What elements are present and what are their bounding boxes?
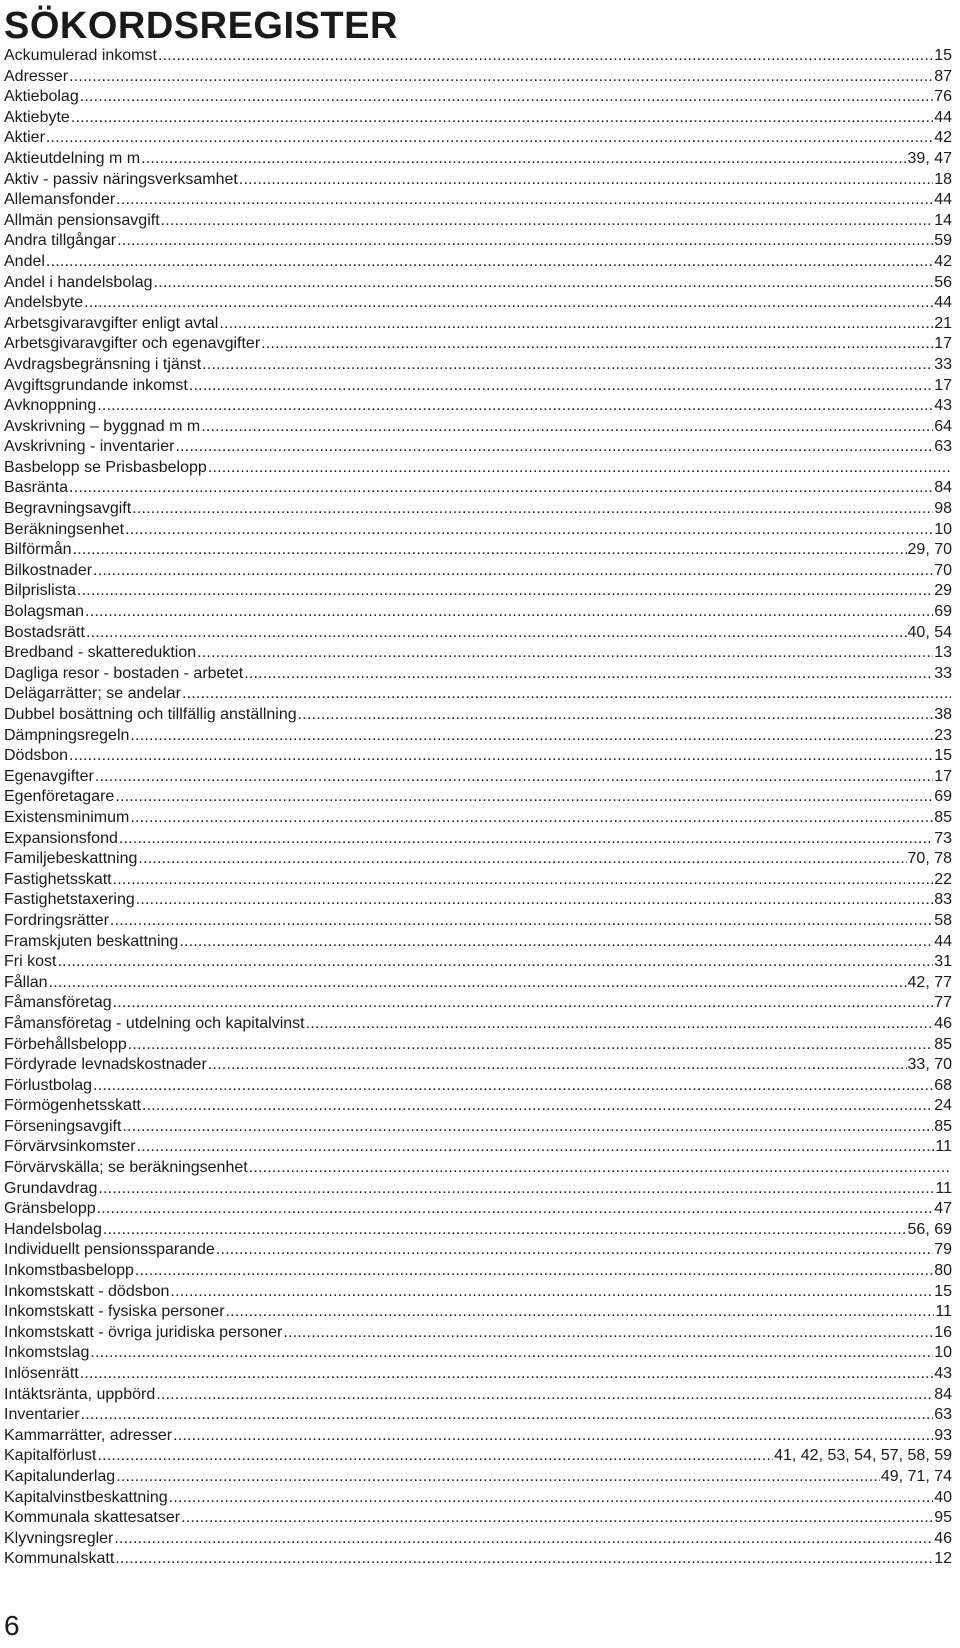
- index-page-refs: 10: [934, 1344, 952, 1362]
- index-page-refs: 43: [934, 397, 952, 415]
- dot-leader: [244, 664, 933, 685]
- index-entry: [4, 128, 952, 149]
- dot-leader: [98, 1446, 774, 1467]
- index-page-refs: 84: [934, 1385, 952, 1403]
- dot-leader: [158, 46, 933, 67]
- dot-leader: [115, 1549, 933, 1570]
- dot-leader: [80, 87, 933, 108]
- index-term: Inkomstbasbelopp: [4, 1262, 134, 1280]
- index-page-refs: 42: [934, 129, 952, 147]
- index-entry: [4, 1220, 952, 1241]
- index-entry: [4, 623, 952, 644]
- index-entry: [4, 87, 952, 108]
- index-term: Förvärvsinkomster: [4, 1138, 136, 1156]
- index-term: Avgiftsgrundande inkomst: [4, 376, 188, 394]
- index-entry: [4, 478, 952, 499]
- index-term: Beräkningsenhet: [4, 520, 125, 538]
- index-entry: [4, 973, 952, 994]
- index-term: Expansionsfond: [4, 829, 118, 847]
- index-entry: [4, 520, 952, 541]
- dot-leader: [116, 1467, 880, 1488]
- index-entry: [4, 602, 952, 623]
- index-term: Avskrivning - inventarier: [4, 438, 175, 456]
- index-page-refs: 69: [934, 788, 952, 806]
- index-term: Fåmansföretag: [4, 994, 112, 1012]
- index-entry: [4, 273, 952, 294]
- dot-leader: [137, 1137, 935, 1158]
- index-entry: [4, 1199, 952, 1220]
- dot-leader: [57, 952, 933, 973]
- index-entry: [4, 952, 952, 973]
- index-term: Arbetsgivaravgifter och egenavgifter: [4, 335, 261, 353]
- index-page-refs: 63: [934, 438, 952, 456]
- dot-leader: [81, 1405, 934, 1426]
- index-entry: [4, 437, 952, 458]
- index-page-refs: 23: [934, 726, 952, 744]
- index-page-refs: 14: [934, 211, 952, 229]
- dot-leader: [202, 355, 933, 376]
- dot-leader: [132, 499, 933, 520]
- index-entry: [4, 1364, 952, 1385]
- dot-leader: [113, 870, 934, 891]
- index-entry: [4, 808, 952, 829]
- index-entry: [4, 890, 952, 911]
- dot-leader: [161, 211, 934, 232]
- index-term: Grundavdrag: [4, 1179, 98, 1197]
- index-page-refs: 11: [935, 1303, 952, 1321]
- index-entry: [4, 1014, 952, 1035]
- index-page-refs: 44: [934, 932, 952, 950]
- dot-leader: [181, 1508, 933, 1529]
- index-page-refs: 77: [934, 994, 952, 1012]
- dot-leader: [170, 1282, 933, 1303]
- index-page-refs: 39, 47: [907, 149, 952, 167]
- index-page-refs: 22: [934, 870, 952, 888]
- index-term: Andelsbyte: [4, 294, 84, 312]
- index-page-refs: 80: [934, 1262, 952, 1280]
- index-entry: [4, 1076, 952, 1097]
- dot-leader: [90, 1343, 933, 1364]
- index-term: Dödsbon: [4, 747, 69, 765]
- index-page-refs: 63: [934, 1406, 952, 1424]
- index-term: Aktiebolag: [4, 88, 79, 106]
- index-term: Förbehållsbelopp: [4, 1035, 127, 1053]
- dot-leader: [197, 643, 933, 664]
- dot-leader: [298, 705, 934, 726]
- dot-leader: [128, 1035, 933, 1056]
- index-page-refs: 58: [934, 911, 952, 929]
- index-term: Aktiv - passiv näringsverksamhet: [4, 170, 238, 188]
- index-term: Klyvningsregler: [4, 1529, 114, 1547]
- index-entry: [4, 829, 952, 850]
- index-entry: [4, 190, 952, 211]
- index-term: Bilprislista: [4, 582, 77, 600]
- index-page-refs: 38: [934, 706, 952, 723]
- dot-leader: [86, 623, 907, 644]
- dot-leader: [249, 1158, 951, 1179]
- dot-leader: [98, 1179, 934, 1200]
- index-page-refs: 11: [935, 1179, 952, 1197]
- dot-leader: [208, 1055, 907, 1076]
- index-page-refs: 44: [934, 294, 952, 312]
- index-page-refs: 17: [934, 376, 952, 394]
- index-entry: [4, 1117, 952, 1138]
- index-entry: [4, 1158, 952, 1179]
- dot-leader: [117, 231, 933, 252]
- index-entry: [4, 376, 952, 397]
- index-page-refs: 33: [934, 664, 952, 682]
- index-entry: [4, 993, 952, 1014]
- index-entry: [4, 1282, 952, 1303]
- index-term: Adresser: [4, 67, 69, 85]
- dot-leader: [93, 561, 933, 582]
- index-page-refs: 69: [934, 603, 952, 621]
- index-entry: [4, 1385, 952, 1406]
- index-entry: [4, 499, 952, 520]
- index-term: Basbelopp se Prisbasbelopp: [4, 458, 207, 476]
- index-page-refs: 44: [934, 108, 952, 126]
- index-entry: [4, 1426, 952, 1447]
- index-term: Förmögenhetsskatt: [4, 1097, 141, 1115]
- index-term: Avknoppning: [4, 397, 97, 415]
- index-entry: [4, 1529, 952, 1550]
- index-term: Aktieutdelning m m: [4, 149, 141, 167]
- index-entry: [4, 1035, 952, 1056]
- index-page-refs: 46: [934, 1529, 952, 1547]
- index-entry: [4, 417, 952, 438]
- index-term: Kammarrätter, adresser: [4, 1426, 173, 1444]
- index-term: Dagliga resor - bostaden - arbetet: [4, 664, 244, 682]
- index-page-refs: 29, 70: [907, 541, 952, 559]
- dot-leader: [97, 1199, 934, 1220]
- index-term: Avskrivning – byggnad m m: [4, 417, 201, 435]
- index-entry: [4, 1261, 952, 1282]
- index-term: Andel i handelsbolag: [4, 273, 153, 291]
- dot-leader: [80, 1364, 933, 1385]
- index-term: Förseningsavgift: [4, 1117, 122, 1135]
- index-entry: [4, 396, 952, 417]
- index-page-refs: 40, 54: [907, 623, 952, 641]
- index-entry: [4, 1343, 952, 1364]
- index-entry: [4, 1323, 952, 1344]
- dot-leader: [138, 849, 906, 870]
- dot-leader: [97, 396, 933, 417]
- index-entry: [4, 870, 952, 891]
- index-term: Individuellt pensionssparande: [4, 1241, 215, 1259]
- index-term: Inventarier: [4, 1406, 80, 1424]
- index-term: Dämpningsregeln: [4, 726, 130, 744]
- dot-leader: [46, 128, 933, 149]
- dot-leader: [49, 973, 907, 994]
- index-term: Kommunala skattesatser: [4, 1509, 181, 1527]
- index-entry: [4, 1405, 952, 1426]
- dot-leader: [69, 478, 933, 499]
- index-entry: [4, 932, 952, 953]
- index-term: Begravningsavgift: [4, 500, 132, 518]
- index-entry: [4, 1508, 952, 1529]
- index-term: Andra tillgångar: [4, 232, 117, 250]
- index-page-refs: 93: [934, 1426, 952, 1444]
- index-entry: [4, 314, 952, 335]
- index-entry: [4, 767, 952, 788]
- index-term: Fri kost: [4, 953, 57, 971]
- dot-leader: [226, 1302, 935, 1323]
- index-term: Inkomstskatt - övriga juridiska personer: [4, 1323, 283, 1341]
- dot-leader: [93, 1076, 933, 1097]
- index-page-refs: 84: [934, 479, 952, 497]
- index-page-refs: 46: [934, 1014, 952, 1032]
- index-term: Inkomstskatt - dödsbon: [4, 1282, 170, 1300]
- index-page-refs: 10: [934, 520, 952, 538]
- dot-leader: [71, 108, 933, 129]
- index-entry: [4, 67, 952, 88]
- index-term: Kapitalvinstbeskattning: [4, 1488, 168, 1506]
- index-page-refs: 33, 70: [907, 1056, 952, 1074]
- index-page-refs: 83: [934, 891, 952, 909]
- index-entry: [4, 1055, 952, 1076]
- index-page-refs: 95: [934, 1509, 952, 1527]
- index-page-refs: 76: [934, 88, 952, 106]
- index-entry: [4, 540, 952, 561]
- index-entry: [4, 581, 952, 602]
- index-entry: [4, 726, 952, 747]
- index-entry: [4, 211, 952, 232]
- index-page-refs: 18: [934, 170, 952, 188]
- dot-leader: [156, 1385, 933, 1406]
- index-term: Egenföretagare: [4, 788, 115, 806]
- index-term: Egenavgifter: [4, 767, 94, 785]
- index-term: Aktier: [4, 129, 45, 147]
- index-term: Basränta: [4, 479, 69, 497]
- index-term: Familjebeskattning: [4, 850, 138, 868]
- dot-leader: [208, 458, 951, 479]
- index-term: Fastighetsskatt: [4, 870, 112, 888]
- index-page-refs: 15: [934, 1282, 952, 1300]
- dot-leader: [114, 1529, 933, 1550]
- index-page-refs: 85: [934, 808, 952, 826]
- dot-leader: [135, 1261, 933, 1282]
- dot-leader: [46, 252, 933, 273]
- dot-leader: [122, 1117, 933, 1138]
- index-entry: [4, 252, 952, 273]
- index-term: Aktiebyte: [4, 108, 70, 126]
- index-entry: [4, 849, 952, 870]
- dot-leader: [239, 170, 933, 191]
- index-term: Dubbel bosättning och tillfällig anställning: [4, 706, 297, 723]
- index-page-refs: 29: [934, 582, 952, 600]
- index-term: Inlösenrätt: [4, 1365, 79, 1382]
- dot-leader: [113, 993, 934, 1014]
- index-term: Bredband - skattereduktion: [4, 644, 197, 662]
- index-list: [4, 46, 952, 1570]
- index-page-refs: 56: [934, 273, 952, 291]
- index-term: Kommunalskatt: [4, 1550, 115, 1568]
- index-page-refs: 98: [934, 500, 952, 518]
- index-entry: [4, 231, 952, 252]
- index-entry: [4, 1137, 952, 1158]
- dot-leader: [103, 1220, 907, 1241]
- index-page-refs: 70, 78: [907, 850, 952, 868]
- index-entry: [4, 787, 952, 808]
- index-term: Inkomstskatt - fysiska personer: [4, 1303, 225, 1321]
- index-entry: [4, 911, 952, 932]
- index-page-refs: 47: [934, 1200, 952, 1218]
- index-term: Kapitalförlust: [4, 1447, 97, 1465]
- index-term: Framskjuten beskattning: [4, 932, 179, 950]
- index-entry: [4, 1179, 952, 1200]
- dot-leader: [173, 1426, 933, 1447]
- index-entry: [4, 46, 952, 67]
- index-term: Existensminimum: [4, 808, 130, 826]
- index-page-refs: 15: [934, 47, 952, 64]
- index-page-refs: 43: [934, 1365, 952, 1382]
- index-page-refs: 21: [934, 314, 952, 332]
- dot-leader: [95, 767, 933, 788]
- index-entry: [4, 149, 952, 170]
- index-page-refs: 64: [934, 417, 952, 435]
- index-page-refs: 85: [934, 1035, 952, 1053]
- index-entry: [4, 1240, 952, 1261]
- dot-leader: [116, 190, 933, 211]
- index-term: Inkomstslag: [4, 1344, 90, 1362]
- index-term: Andel: [4, 252, 45, 270]
- dot-leader: [84, 293, 933, 314]
- index-entry: [4, 1488, 952, 1509]
- page-number: 6: [4, 1610, 20, 1641]
- dot-leader: [85, 602, 933, 623]
- index-page-refs: 16: [934, 1323, 952, 1341]
- index-term: Gränsbelopp: [4, 1200, 96, 1218]
- index-term: Allmän pensionsavgift: [4, 211, 160, 229]
- dot-leader: [115, 787, 933, 808]
- index-page-refs: 17: [934, 335, 952, 353]
- index-term: Fordringsrätter: [4, 911, 109, 929]
- index-term: Fördyrade levnadskostnader: [4, 1056, 207, 1074]
- dot-leader: [136, 890, 933, 911]
- index-entry: [4, 1549, 952, 1570]
- dot-leader: [182, 684, 951, 705]
- dot-leader: [69, 746, 933, 767]
- index-page-refs: 59: [934, 232, 952, 250]
- dot-leader: [69, 67, 933, 88]
- dot-leader: [216, 1240, 933, 1261]
- index-page-refs: 49, 71, 74: [880, 1467, 952, 1485]
- index-page-refs: 85: [934, 1117, 952, 1135]
- index-page-refs: 11: [935, 1138, 952, 1156]
- dot-leader: [110, 911, 933, 932]
- index-entry: [4, 684, 952, 705]
- index-page-refs: 33: [934, 355, 952, 373]
- dot-leader: [130, 726, 933, 747]
- index-page-refs: 24: [934, 1097, 952, 1115]
- index-page-refs: 87: [934, 67, 952, 85]
- index-entry: [4, 355, 952, 376]
- dot-leader: [261, 334, 933, 355]
- dot-leader: [130, 808, 933, 829]
- dot-leader: [125, 520, 933, 541]
- index-term: Förvärvskälla; se beräkningsenhet: [4, 1159, 248, 1177]
- index-term: Bilkostnader: [4, 561, 93, 579]
- index-page-refs: 42: [934, 252, 952, 270]
- index-page-refs: 17: [934, 767, 952, 785]
- dot-leader: [141, 149, 906, 170]
- index-page-refs: 56, 69: [907, 1220, 952, 1238]
- index-term: Ackumulerad inkomst: [4, 47, 157, 64]
- index-entry: [4, 1446, 952, 1467]
- index-entry: [4, 1467, 952, 1488]
- index-term: Handelsbolag: [4, 1220, 102, 1238]
- index-entry: [4, 561, 952, 582]
- index-entry: [4, 334, 952, 355]
- index-term: Kapitalunderlag: [4, 1467, 116, 1485]
- page-title: SÖKORDSREGISTER: [4, 5, 398, 47]
- dot-leader: [201, 417, 933, 438]
- index-term: Fållan: [4, 973, 48, 991]
- index-page-refs: 13: [934, 644, 952, 662]
- index-term: Intäktsränta, uppbörd: [4, 1385, 156, 1403]
- index-entry: [4, 293, 952, 314]
- index-page-refs: 79: [934, 1241, 952, 1259]
- index-entry: [4, 705, 952, 726]
- dot-leader: [169, 1488, 934, 1509]
- index-entry: [4, 643, 952, 664]
- index-term: Bilförmån: [4, 541, 72, 559]
- index-page-refs: 40: [934, 1488, 952, 1506]
- dot-leader: [189, 376, 933, 397]
- index-page-refs: 68: [934, 1076, 952, 1094]
- dot-leader: [179, 932, 933, 953]
- dot-leader: [306, 1014, 934, 1035]
- index-entry: [4, 108, 952, 129]
- index-term: Bostadsrätt: [4, 623, 85, 641]
- index-entry: [4, 1096, 952, 1117]
- dot-leader: [219, 314, 933, 335]
- index-entry: [4, 458, 952, 479]
- index-entry: [4, 746, 952, 767]
- index-page-refs: 73: [934, 829, 952, 847]
- index-term: Förlustbolag: [4, 1076, 93, 1094]
- dot-leader: [73, 540, 907, 561]
- index-page-refs: 70: [934, 561, 952, 579]
- index-page-refs: 15: [934, 747, 952, 765]
- index-page-refs: 44: [934, 191, 952, 209]
- index-term: Avdragsbegränsning i tjänst: [4, 355, 202, 373]
- dot-leader: [119, 829, 933, 850]
- index-page-refs: 42, 77: [907, 973, 952, 991]
- index-term: Arbetsgivaravgifter enligt avtal: [4, 314, 219, 332]
- index-page-refs: 12: [934, 1550, 952, 1568]
- index-page-refs: 41, 42, 53, 54, 57, 58, 59: [774, 1447, 952, 1465]
- dot-leader: [283, 1323, 933, 1344]
- index-term: Fåmansföretag - utdelning och kapitalvinst: [4, 1014, 305, 1032]
- dot-leader: [142, 1096, 933, 1117]
- index-term: Allemansfonder: [4, 191, 116, 209]
- index-term: Fastighetstaxering: [4, 891, 135, 909]
- dot-leader: [77, 581, 933, 602]
- dot-leader: [175, 437, 933, 458]
- index-term: Bolagsman: [4, 603, 85, 621]
- index-entry: [4, 664, 952, 685]
- index-page-refs: 31: [934, 953, 952, 971]
- dot-leader: [154, 273, 934, 294]
- index-entry: [4, 1302, 952, 1323]
- index-entry: [4, 170, 952, 191]
- index-term: Delägarrätter; se andelar: [4, 685, 181, 703]
